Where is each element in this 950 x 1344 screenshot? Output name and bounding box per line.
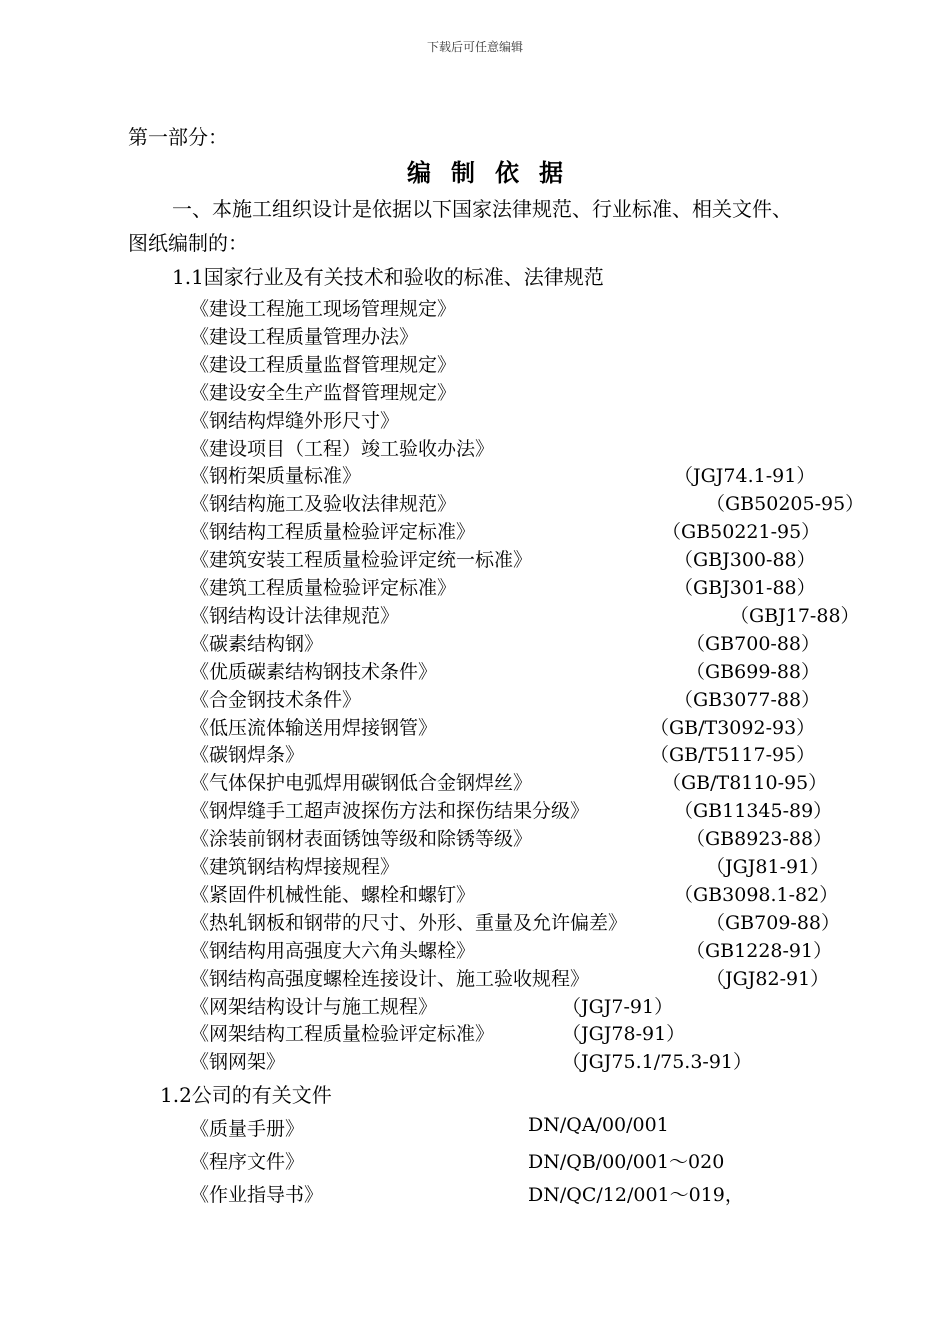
standard-code: （GB11345-89）	[674, 800, 833, 823]
standard-code: （GB/T8110-95）	[662, 772, 828, 795]
standard-code: （GBJ301-88）	[674, 577, 816, 599]
standard-code: （JGJ82-91）	[706, 967, 830, 990]
standard-code: （GB3098.1-82）	[674, 883, 839, 906]
standard-title: 《建筑钢结构焊接规程》	[190, 856, 400, 878]
standard-code: （GB50221-95）	[662, 521, 821, 544]
standard-code: （JGJ74.1-91）	[674, 465, 816, 488]
standard-title: 《建筑安装工程质量检验评定统一标准》	[190, 549, 533, 572]
standard-code: （GB8923-88）	[686, 828, 833, 851]
standard-code: （GBJ300-88）	[674, 549, 816, 572]
standard-title: 《钢结构工程质量检验评定标准》	[190, 521, 476, 544]
document-title-text: 《程序文件》	[190, 1151, 305, 1173]
document-title: 编制依据	[407, 158, 583, 187]
standard-title: 《建设安全生产监督管理规定》	[190, 381, 457, 404]
standard-title: 《涂装前钢材表面锈蚀等级和除锈等级》	[190, 828, 533, 851]
standard-title: 《气体保护电弧焊用碳钢低合金钢焊丝》	[190, 772, 533, 795]
standard-title: 《钢结构设计法律规范》	[190, 604, 400, 627]
standard-code: （GB1228-91）	[686, 939, 833, 962]
standard-title: 《碳素结构钢》	[190, 632, 324, 655]
standard-title: 《钢结构焊缝外形尺寸》	[190, 409, 400, 432]
standard-code: （GB700-88）	[686, 632, 821, 655]
standard-code: （GB/T3092-93）	[650, 716, 816, 739]
standard-title: 《钢焊缝手工超声波探伤方法和探伤结果分级》	[190, 800, 590, 823]
page-header-watermark: 下载后可任意编辑	[426, 40, 523, 54]
standard-title: 《碳钢焊条》	[190, 744, 305, 767]
intro-line-2: 图纸编制的：	[128, 231, 248, 255]
document-title-text: 《质量手册》	[190, 1118, 305, 1140]
standard-code: （GB50205-95）	[706, 493, 865, 516]
standard-title: 《合金钢技术条件》	[190, 688, 362, 711]
standard-code: （GB3077-88）	[674, 688, 821, 711]
standard-title: 《建设工程施工现场管理规定》	[190, 298, 457, 320]
document-title-text: 《作业指导书》	[190, 1184, 324, 1206]
standard-title: 《建筑工程质量检验评定标准》	[190, 577, 457, 599]
standard-title: 《优质碳素结构钢技术条件》	[190, 660, 438, 683]
standard-title: 《钢桁架质量标准》	[190, 465, 362, 488]
standard-title: 《钢结构施工及验收法律规范》	[190, 493, 457, 516]
standard-title: 《紧固件机械性能、螺栓和螺钉》	[190, 883, 476, 906]
standard-title: 《钢结构高强度螺栓连接设计、施工验收规程》	[190, 967, 590, 990]
standard-title: 《建设工程质量监督管理规定》	[190, 353, 457, 376]
document-code: DN/QA/00/001	[528, 1114, 669, 1136]
standard-title: 《钢结构用高强度大六角头螺栓》	[190, 939, 476, 962]
standard-code: （JGJ7-91）	[562, 995, 674, 1018]
standard-title: 《网架结构设计与施工规程》	[190, 995, 438, 1018]
part-label: 第一部分：	[128, 125, 228, 149]
document-code: DN/QC/12/001～019，	[528, 1184, 744, 1206]
standard-title: 《热轧钢板和钢带的尺寸、外形、重量及允许偏差》	[190, 911, 628, 934]
standard-title: 《建设项目（工程）竣工验收办法》	[190, 437, 495, 460]
document-code: DN/QB/00/001～020	[528, 1151, 725, 1173]
standard-code: （JGJ75.1/75.3-91）	[562, 1051, 753, 1074]
standard-title: 《低压流体输送用焊接钢管》	[190, 716, 438, 739]
standard-code: （GB/T5117-95）	[650, 744, 816, 767]
section-2-heading: 1.2公司的有关文件	[160, 1083, 332, 1107]
standard-title: 《建设工程质量管理办法》	[190, 325, 419, 348]
standard-title: 《钢网架》	[190, 1051, 286, 1074]
intro-line-1: 一、本施工组织设计是依据以下国家法律规范、行业标准、相关文件、	[172, 197, 792, 221]
standard-code: （GB699-88）	[686, 660, 821, 683]
standard-code: （JGJ78-91）	[562, 1023, 686, 1046]
standard-code: （GB709-88）	[706, 911, 841, 934]
standard-code: （JGJ81-91）	[706, 856, 830, 878]
standard-title: 《网架结构工程质量检验评定标准》	[190, 1023, 495, 1046]
standard-code: （GBJ17-88）	[730, 604, 860, 627]
section-1-heading: 1.1国家行业及有关技术和验收的标准、法律规范	[172, 265, 604, 289]
